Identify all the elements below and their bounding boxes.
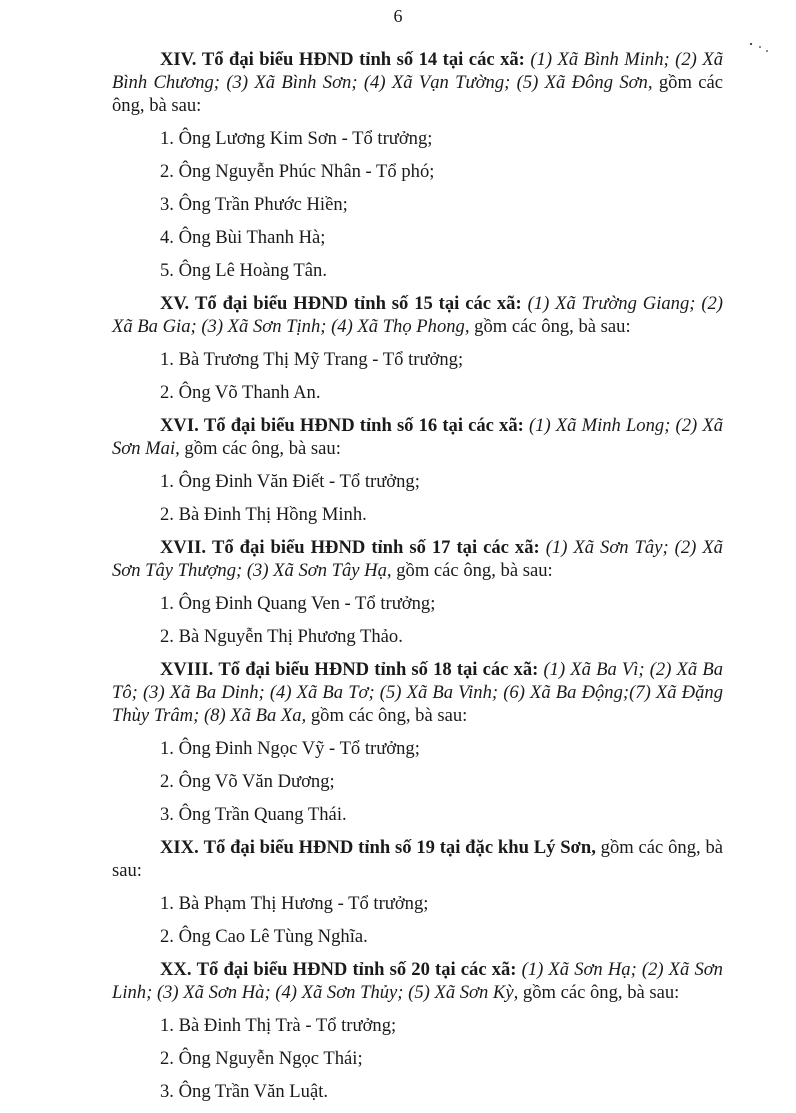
section-heading xyxy=(112,48,723,117)
member-item: 1. Bà Trương Thị Mỹ Trang - Tổ trưởng; xyxy=(160,349,464,370)
delegation-section xyxy=(112,836,723,948)
member-item: 2. Ông Nguyễn Ngọc Thái; xyxy=(160,1048,363,1069)
section-heading xyxy=(112,536,723,582)
member-item: 4. Ông Bùi Thanh Hà; xyxy=(160,227,326,248)
member-item: 5. Ông Lê Hoàng Tân. xyxy=(160,260,327,281)
section-heading xyxy=(112,958,723,1004)
member-item: 1. Bà Đinh Thị Trà - Tổ trưởng; xyxy=(160,1015,397,1036)
section-tail: gồm các ông, bà sau: xyxy=(112,837,723,881)
section-heading xyxy=(112,292,723,338)
section-title: Tổ đại biểu HĐND tỉnh số 15 tại các xã: xyxy=(195,293,522,314)
section-tail: gồm các ông, bà sau: xyxy=(396,560,553,581)
member-item: 3. Ông Trần Quang Thái. xyxy=(160,804,347,825)
section-tail: gồm các ông, bà sau: xyxy=(184,438,341,459)
section-number: XIV. xyxy=(160,49,197,70)
section-number: XV. xyxy=(160,293,190,314)
section-tail: gồm các ông, bà sau: xyxy=(112,72,723,116)
member-item: 1. Ông Đinh Ngọc Vỹ - Tổ trưởng; xyxy=(160,738,420,759)
section-title: Tổ đại biểu HĐND tỉnh số 18 tại các xã: xyxy=(218,659,539,680)
section-number: XVII. xyxy=(160,537,206,558)
section-heading xyxy=(112,414,723,460)
delegation-section xyxy=(112,958,723,1103)
document-body xyxy=(112,48,723,1113)
section-title: Tổ đại biểu HĐND tỉnh số 20 tại các xã: xyxy=(196,959,517,980)
commune-list: (1) Xã Trường Giang; (2) Xã Ba Gia; (3) Xã Sơn Tịnh; (4) Xã Thọ Phong, xyxy=(112,293,723,337)
section-tail: gồm các ông, bà sau: xyxy=(522,982,680,1003)
commune-list: (1) Xã Sơn Hạ; (2) Xã Sơn Linh; (3) Xã Sơn Hà; (4) Xã Sơn Thủy; (5) Xã Sơn Kỳ, xyxy=(112,959,723,1003)
member-item: 2. Ông Cao Lê Tùng Nghĩa. xyxy=(160,926,368,947)
commune-list: (1) Xã Bình Minh; (2) Xã Bình Chương; (3) Xã Bình Sơn; (4) Xã Vạn Tường; (5) Xã Đông Sơn, xyxy=(112,49,723,93)
member-item: 1. Ông Đinh Quang Ven - Tổ trưởng; xyxy=(160,593,436,614)
member-item: 3. Ông Trần Phước Hiền; xyxy=(160,194,348,215)
member-item: 2. Bà Nguyễn Thị Phương Thảo. xyxy=(160,626,403,647)
section-title: Tổ đại biểu HĐND tỉnh số 14 tại các xã: xyxy=(201,49,525,70)
section-title: Tổ đại biểu HĐND tỉnh số 17 tại các xã: xyxy=(211,537,540,558)
member-item: 2. Ông Võ Thanh An. xyxy=(160,382,321,403)
commune-list: (1) Xã Minh Long; (2) Xã Sơn Mai, xyxy=(112,415,723,459)
delegation-section xyxy=(112,658,723,826)
section-heading xyxy=(112,658,723,727)
section-number: XIX. xyxy=(160,837,199,858)
scan-speck-mark xyxy=(748,40,770,54)
section-number: XVIII. xyxy=(160,659,214,680)
section-tail: gồm các ông, bà sau: xyxy=(310,705,468,726)
page-number: 6 xyxy=(393,6,403,26)
section-title: Tổ đại biểu HĐND tỉnh số 19 tại đặc khu Lý Sơn, xyxy=(203,837,596,858)
member-item: 1. Ông Lương Kim Sơn - Tổ trưởng; xyxy=(160,128,433,149)
section-number: XVI. xyxy=(160,415,199,436)
section-number: XX. xyxy=(160,959,192,980)
delegation-section xyxy=(112,48,723,282)
section-heading xyxy=(112,836,723,882)
delegation-section xyxy=(112,536,723,648)
delegation-section xyxy=(112,414,723,526)
member-item: 1. Bà Phạm Thị Hương - Tổ trưởng; xyxy=(160,893,429,914)
member-item: 1. Ông Đinh Văn Điết - Tổ trưởng; xyxy=(160,471,420,492)
commune-list: (1) Xã Sơn Tây; (2) Xã Sơn Tây Thượng; (3) Xã Sơn Tây Hạ, xyxy=(112,537,723,581)
member-item: 2. Ông Nguyễn Phúc Nhân - Tổ phó; xyxy=(160,161,435,182)
delegation-section xyxy=(112,292,723,404)
commune-list: (1) Xã Ba Vì; (2) Xã Ba Tô; (3) Xã Ba Dinh; (4) Xã Ba Tơ; (5) Xã Ba Vinh; (6) Xã Ba Động;(7) Xã Đặng Thùy Trâm; (8) Xã Ba Xa, xyxy=(112,659,723,726)
member-item: 3. Ông Trần Văn Luật. xyxy=(160,1081,329,1102)
member-item: 2. Bà Đinh Thị Hồng Minh. xyxy=(160,504,367,525)
member-item: 2. Ông Võ Văn Dương; xyxy=(160,771,335,792)
section-title: Tổ đại biểu HĐND tỉnh số 16 tại các xã: xyxy=(203,415,524,436)
section-tail: gồm các ông, bà sau: xyxy=(474,316,631,337)
